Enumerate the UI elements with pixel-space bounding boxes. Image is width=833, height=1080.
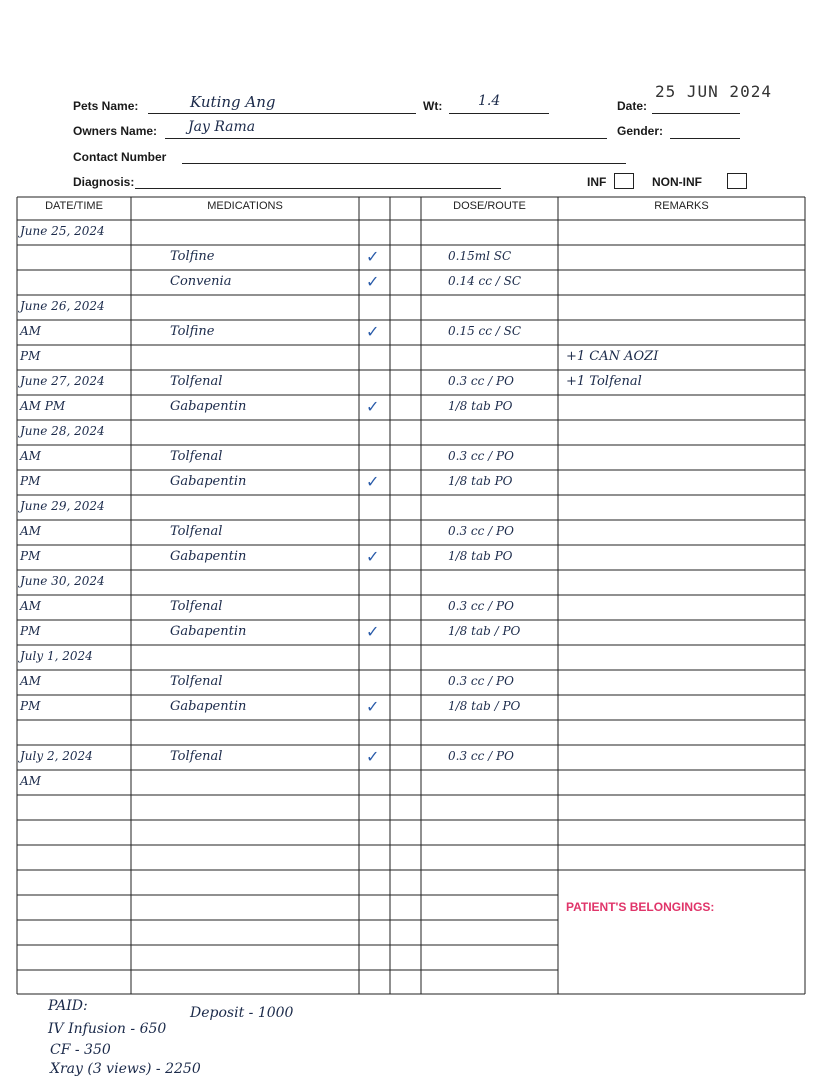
paid-item-iv: IV Infusion - 650 <box>48 1021 167 1037</box>
row-date-time: June 29, 2024 <box>20 499 105 513</box>
paid-label: PAID: <box>48 998 88 1014</box>
row-medication: Tolfenal <box>170 674 223 689</box>
owners-name-value: Jay Rama <box>188 119 256 135</box>
row-dose-route: 1/8 tab PO <box>448 549 513 563</box>
row-date-time: June 25, 2024 <box>20 224 105 238</box>
row-medication: Tolfenal <box>170 749 223 764</box>
checkmark-icon: ✓ <box>366 247 380 266</box>
checkmark-icon: ✓ <box>366 272 380 291</box>
row-date-time: PM <box>20 349 41 363</box>
pets-name-label: Pets Name: <box>73 99 139 113</box>
row-date-time: AM <box>20 449 41 463</box>
row-dose-route: 0.3 cc / PO <box>448 524 514 538</box>
col-header-dose-route: DOSE/ROUTE <box>453 200 526 212</box>
row-medication: Gabapentin <box>170 399 247 414</box>
row-dose-route: 1/8 tab / PO <box>448 699 521 713</box>
row-date-time: AM <box>20 324 41 338</box>
row-date-time: PM <box>20 549 41 563</box>
row-date-time: PM <box>20 474 41 488</box>
row-medication: Gabapentin <box>170 474 247 489</box>
row-medication: Convenia <box>170 274 232 289</box>
row-remark: +1 CAN AOZI <box>566 349 659 364</box>
row-medication: Tolfine <box>170 324 215 339</box>
row-medication: Gabapentin <box>170 699 247 714</box>
row-date-time: AM <box>20 524 41 538</box>
col-header-datetime: DATE/TIME <box>45 200 103 212</box>
patient-belongings-label: PATIENT'S BELONGINGS: <box>566 900 715 914</box>
row-date-time: AM <box>20 599 41 613</box>
pets-name-value: Kuting Ang <box>190 93 276 111</box>
row-date-time: June 30, 2024 <box>20 574 105 588</box>
row-date-time: June 28, 2024 <box>20 424 105 438</box>
paid-item-cf: CF - 350 <box>50 1042 111 1058</box>
row-dose-route: 0.14 cc / SC <box>448 274 522 288</box>
row-medication: Tolfenal <box>170 599 223 614</box>
row-medication: Tolfenal <box>170 374 223 389</box>
owners-name-label: Owners Name: <box>73 124 158 138</box>
row-medication: Tolfenal <box>170 524 223 539</box>
inf-label: INF <box>587 175 607 189</box>
checkmark-icon: ✓ <box>366 547 380 566</box>
row-remark: +1 Tolfenal <box>566 374 642 389</box>
contact-label: Contact Number <box>73 150 167 164</box>
row-date-time: AM PM <box>20 399 66 413</box>
row-date-time: AM <box>20 674 41 688</box>
gender-label: Gender: <box>617 124 664 138</box>
checkmark-icon: ✓ <box>366 697 380 716</box>
row-dose-route: 0.3 cc / PO <box>448 749 514 763</box>
date-stamp: 25 JUN 2024 <box>655 82 772 101</box>
row-medication: Gabapentin <box>170 549 247 564</box>
date-label: Date: <box>617 99 648 113</box>
row-dose-route: 1/8 tab / PO <box>448 624 521 638</box>
row-date-time: June 27, 2024 <box>20 374 105 388</box>
row-dose-route: 0.3 cc / PO <box>448 374 514 388</box>
row-date-time: June 26, 2024 <box>20 299 105 313</box>
row-medication: Gabapentin <box>170 624 247 639</box>
row-date-time: July 2, 2024 <box>20 749 93 763</box>
row-date-time: PM <box>20 624 41 638</box>
checkmark-icon: ✓ <box>366 322 380 341</box>
checkmark-icon: ✓ <box>366 622 380 641</box>
row-date-time: PM <box>20 699 41 713</box>
checkmark-icon: ✓ <box>366 747 380 766</box>
row-date-time: AM <box>20 774 41 788</box>
row-dose-route: 1/8 tab PO <box>448 399 513 413</box>
wt-label: Wt: <box>423 99 443 113</box>
row-dose-route: 0.3 cc / PO <box>448 449 514 463</box>
row-medication: Tolfine <box>170 249 215 264</box>
row-dose-route: 0.3 cc / PO <box>448 599 514 613</box>
diagnosis-label: Diagnosis: <box>73 175 135 189</box>
deposit-note: Deposit - 1000 <box>190 1005 294 1021</box>
row-dose-route: 0.15ml SC <box>448 249 512 263</box>
wt-value: 1.4 <box>478 93 501 109</box>
row-date-time: July 1, 2024 <box>20 649 93 663</box>
paid-item-xray: Xray (3 views) - 2250 <box>50 1061 201 1077</box>
checkmark-icon: ✓ <box>366 397 380 416</box>
row-medication: Tolfenal <box>170 449 223 464</box>
col-header-medications: MEDICATIONS <box>207 200 283 212</box>
row-dose-route: 1/8 tab PO <box>448 474 513 488</box>
row-dose-route: 0.15 cc / SC <box>448 324 522 338</box>
col-header-remarks: REMARKS <box>654 200 709 212</box>
checkmark-icon: ✓ <box>366 472 380 491</box>
row-dose-route: 0.3 cc / PO <box>448 674 514 688</box>
non-inf-label: NON-INF <box>652 175 702 189</box>
